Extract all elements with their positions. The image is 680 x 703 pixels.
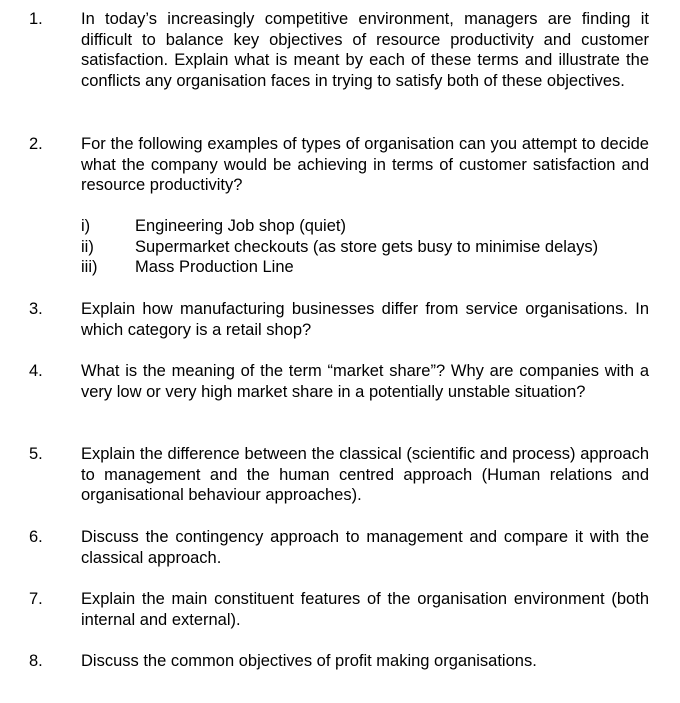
question-text: For the following examples of types of organisation can you attempt to decide what the company would be achieving in terms of customer satisfaction and resource productivity? <box>81 135 649 195</box>
question-text: What is the meaning of the term “market share”? Why are companies with a very low or very high market share in a potentially unstable situation? <box>81 362 649 401</box>
list-item-text: Engineering Job shop (quiet) <box>135 217 346 235</box>
question-number: 7. <box>29 590 43 608</box>
question-2-examples-list <box>81 216 661 278</box>
question-text: Explain how manufacturing businesses differ from service organisations. In which category is a retail shop? <box>81 300 649 339</box>
question-number: 6. <box>29 528 43 546</box>
list-item-label: iii) <box>81 258 98 277</box>
question-text: Explain the main constituent features of the organisation environment (both internal and external). <box>81 590 649 629</box>
list-item-text: Mass Production Line <box>135 258 294 277</box>
question-number: 5. <box>29 445 43 463</box>
question-number: 1. <box>29 10 43 28</box>
list-item-label: ii) <box>81 237 94 256</box>
question-number: 3. <box>29 300 43 318</box>
list-item <box>81 257 661 278</box>
question-text: Discuss the contingency approach to management and compare it with the classical approach. <box>81 528 649 567</box>
list-item <box>81 216 661 237</box>
question-number: 2. <box>29 135 43 153</box>
question-number: 8. <box>29 652 43 670</box>
question-text: Explain the difference between the classical (scientific and process) approach to management and the human centred approach (Human relations and organisational behaviour approaches). <box>81 445 649 505</box>
question-text: In today’s increasingly competitive environment, managers are finding it difficult to balance key objectives of resource productivity and customer satisfaction. Explain what is meant by each of these terms and illustrate the conflicts any organisation faces in trying to satisfy both of these objectives. <box>81 10 649 90</box>
list-item-label: i) <box>81 217 91 235</box>
list-item <box>81 237 661 258</box>
question-text: Discuss the common objectives of profit making organisations. <box>81 652 537 670</box>
question-number: 4. <box>29 362 43 380</box>
list-item-text: Supermarket checkouts (as store gets busy to minimise delays) <box>135 237 599 256</box>
